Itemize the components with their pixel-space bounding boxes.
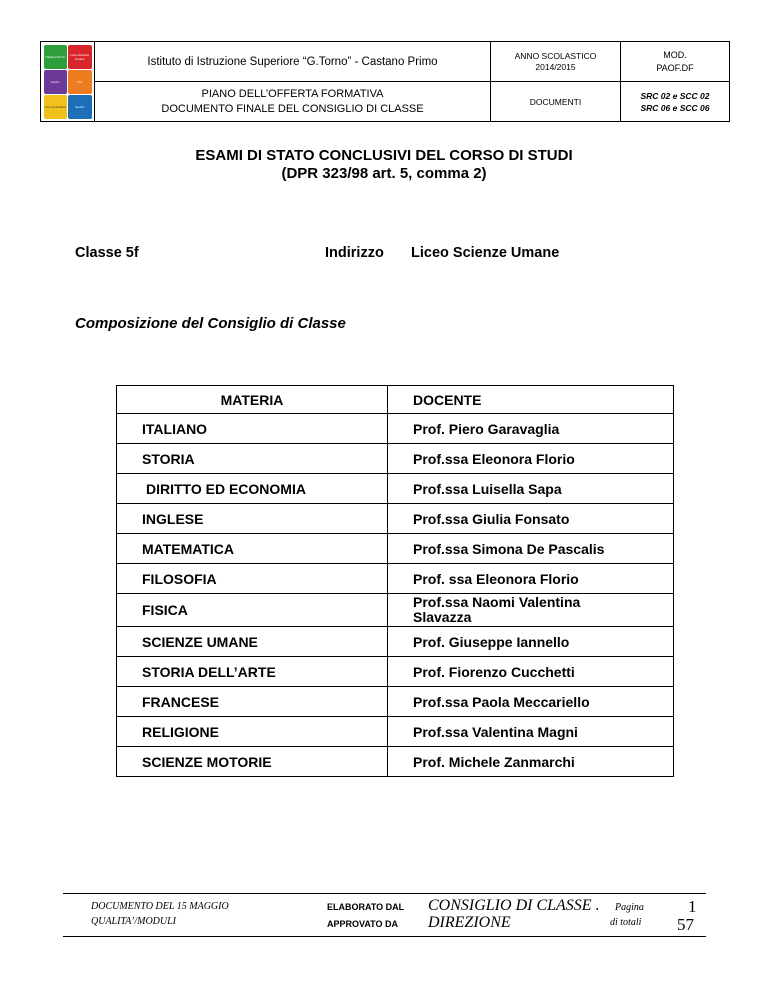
school-year-value: 2014/2015 [535,61,576,72]
subject-cell: SCIENZE UMANE [117,627,388,657]
subject-cell: FRANCESE [117,687,388,717]
table-row [117,504,674,534]
logo-text: Centro [50,79,60,84]
logo-piece-purple [44,70,68,94]
logo-text: Liceo Scientifico [44,104,67,109]
table-row [117,657,674,687]
teacher-cell: Prof.ssa Giulia Fonsato [388,504,674,534]
subject-cell: STORIA [117,444,388,474]
pof-cell [95,82,491,121]
logo-text: Castano Primo [45,54,66,59]
section-title: Composizione del Consiglio di Classe [75,315,346,332]
footer-page-label: Pagina [615,902,644,913]
module-label: MOD. [663,49,687,60]
subject-cell: STORIA DELL’ARTE [117,657,388,687]
logo-piece-blue [68,95,92,119]
teacher-cell: Prof. Fiorenzo Cucchetti [388,657,674,687]
teacher-cell: Prof. Piero Garavaglia [388,414,674,444]
table-row [117,534,674,564]
subject-cell: DIRITTO ED ECONOMIA [117,474,388,504]
teacher-cell: Prof.ssa Luisella Sapa [388,474,674,504]
footer-prepared-label: ELABORATO DAL [327,902,405,912]
teacher-cell: Prof. Michele Zanmarchi [388,747,674,777]
teacher-cell: Prof. Giuseppe Iannello [388,627,674,657]
logo-piece-green [44,45,68,69]
school-year-label: ANNO SCOLASTICO [514,50,597,61]
council-table [116,385,674,777]
school-logo [41,42,95,121]
module-cell [621,42,729,82]
table-row [117,444,674,474]
logo-text: ITC [77,79,83,84]
table-row [117,564,674,594]
footer-prepared-value: CONSIGLIO DI CLASSE . [428,897,600,914]
document-subtitle: (DPR 323/98 art. 5, comma 2) [281,165,487,182]
documents-cell: DOCUMENTI [491,82,621,121]
logo-piece-yellow [44,95,68,119]
class-label: Classe 5f [75,245,139,261]
table-row [117,717,674,747]
teacher-cell: Prof.ssa Eleonora Florio [388,444,674,474]
footer-total-label: di totali [610,917,642,928]
logo-text: Servizi [75,104,85,109]
school-year-cell [491,42,621,82]
subject-cell: FISICA [117,594,388,627]
pof-subtitle: DOCUMENTO FINALE DEL CONSIGLIO DI CLASSE [161,102,424,115]
source-code-2: SRC 06 e SCC 06 [640,102,710,113]
table-row [117,474,674,504]
logo-piece-red [68,45,92,69]
source-code-1: SRC 02 e SCC 02 [640,90,710,101]
subject-cell: SCIENZE MOTORIE [117,747,388,777]
subject-cell: INGLESE [117,504,388,534]
document-footer [63,893,706,937]
logo-text: Liceo Scienze Umane [70,52,90,61]
table-row [117,747,674,777]
puzzle-logo-icon [44,45,92,119]
document-header [40,41,730,122]
logo-piece-orange [68,70,92,94]
column-header-teacher: DOCENTE [388,386,674,414]
table-header-row [117,386,674,414]
subject-cell: FILOSOFIA [117,564,388,594]
footer-total-pages: 57 [677,915,694,934]
teacher-name-line-1: Prof.ssa Naomi Valentina [413,594,581,610]
teacher-cell [388,594,674,627]
module-value: PAOF.DF [656,62,694,73]
teacher-name-line-2: Slavazza [413,609,472,625]
school-name: Istituto di Istruzione Superiore “G.Torno” - Castano Primo [95,42,491,82]
footer-page-number: 1 [688,897,697,916]
teacher-cell: Prof.ssa Paola Meccariello [388,687,674,717]
document-title: ESAMI DI STATO CONCLUSIVI DEL CORSO DI STUDI [195,147,573,164]
teacher-cell: Prof.ssa Simona De Pascalis [388,534,674,564]
subject-cell: MATEMATICA [117,534,388,564]
table-row [117,687,674,717]
footer-document-date: DOCUMENTO DEL 15 MAGGIO [91,901,229,912]
table-row [117,627,674,657]
pof-title: PIANO DELL’OFFERTA FORMATIVA [201,87,384,100]
address-value: Liceo Scienze Umane [411,245,560,261]
footer-approved-label: APPROVATO DA [327,919,399,929]
source-codes-cell [621,82,729,121]
table-row [117,414,674,444]
teacher-cell: Prof. ssa Eleonora Florio [388,564,674,594]
subject-cell: RELIGIONE [117,717,388,747]
column-header-subject: MATERIA [117,386,388,414]
table-row [117,594,674,627]
teacher-cell: Prof.ssa Valentina Magni [388,717,674,747]
footer-quality: QUALITA’/MODULI [91,916,176,927]
footer-approved-value: DIREZIONE [428,914,511,931]
address-label: Indirizzo [325,245,384,261]
subject-cell: ITALIANO [117,414,388,444]
